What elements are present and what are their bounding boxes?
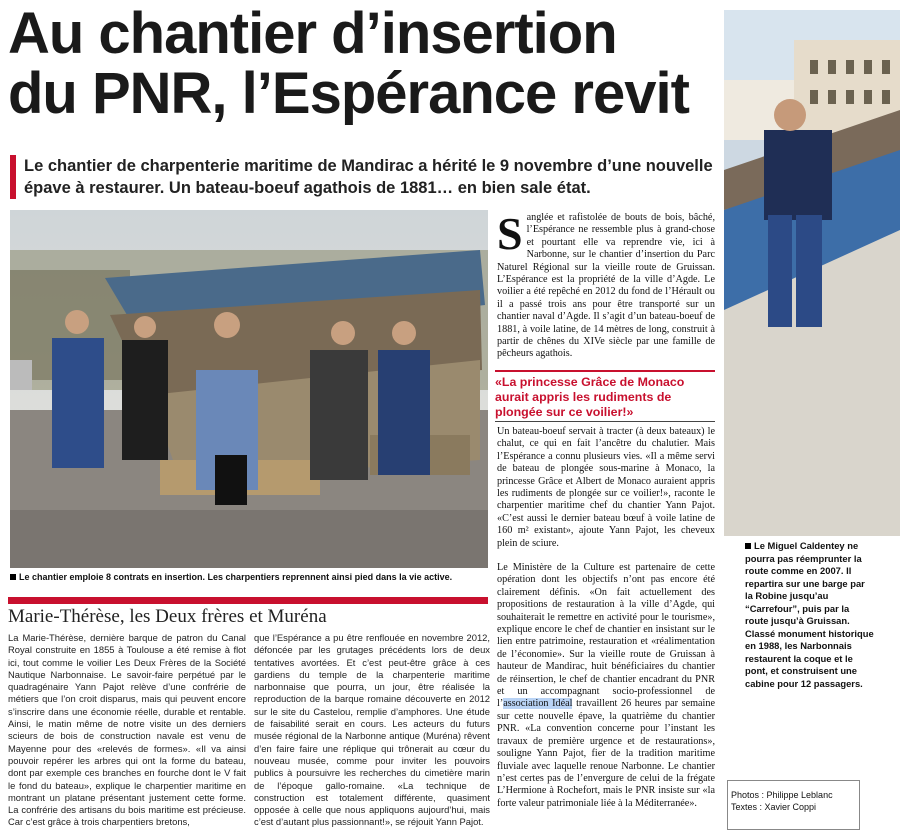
main-photo xyxy=(10,210,488,568)
side-photo xyxy=(724,10,900,536)
deck: Le chantier de charpenterie maritime de Mandirac a hérité le 9 novembre d’une nouvelle épave à restaurer. Un bateau-boeuf agathois de 1881… en bien sale état. xyxy=(10,155,730,199)
pull-quote-rule xyxy=(495,421,715,422)
caption-marker xyxy=(745,543,751,549)
body-paragraph-3: Le Ministère de la Culture est partenaire de cette opération dont les objectifs n’ont pas encore été clairement définis. «On fait actuellement des propositions de restauration à la ville d’Agde, qui souhaiterait le remettre en activité pour le tourisme», explique encore le chef de chantier en insistant sur le lien entre patrimoine, restauration et «réalimentation de l’économie». Sur la vieille route de Gruissan à hauteur de Mandirac, huit bénéficiaires du chantier de réinsertion, le chef de chantier encadrant du PNR et un accompagnant socio-professionnel de l’association Idéal travaillent 26 heures par semaine sur cette nouvelle épave, la quatrième du chantier PNR. «La convention concerne pour l’instant les travaux de première urgence et de restaurations», souligne Yann Pajot, fier de la tradition maritime fluviale avec laquelle renoue Narbonne. Le chantier n’est certes pas de l’envergure de celui de la frégate L’Hermione à Rochefort, mais le PNR insiste sur «la forte valeur patrimoniale liée à la Méditerranée». xyxy=(497,562,715,809)
credit-photos: Photos : Philippe Leblanc xyxy=(731,790,833,800)
pull-quote: «La princesse Grâce de Monaco aurait appris les rudiments de plongée sur ce voilier!» xyxy=(495,370,715,420)
credit-texts: Textes : Xavier Coppi xyxy=(731,802,817,812)
headline-line-2: du PNR, l’Espérance revit xyxy=(8,61,689,126)
side-photo-illustration xyxy=(724,10,900,536)
subhead-title: Marie-Thérèse, les Deux frères et Muréna xyxy=(8,606,327,627)
main-photo-caption: Le chantier emploie 8 contrats en insertion. Les charpentiers reprennent ainsi pied dans la vie active. xyxy=(10,572,490,582)
credits-box xyxy=(727,780,860,830)
highlighted-text[interactable]: association Idéal xyxy=(503,698,573,710)
sub-column-1: La Marie-Thérèse, dernière barque de patron du Canal Royal construite en 1855 à Toulouse a été remise à flot ici, tout comme le voilier Les Deux Frères de la Société Nautique Narbonnaise. Le savoir-faire perpétué par le quadragénaire Yann Pajot relève d’une confrérie de métiers que l’on croit disparus, mais qui peuvent encore s’inscrire dans une économie réelle, durable et rentable. Ainsi, le matin même de notre visite un des derniers scieurs de bois de construction navale est venu de Mayenne pour des «relevés de formes». «Il va ainsi pouvoir repérer les arbres qui ont la forme du bateau, dont par exemple ces branches en fourche dont le V fait le fond du bateau», explique le charpentier maritime en montrant un platane présentant justement cette forme. La confrérie des artisans du bois maritime est précieuse. Car c’est grâce à trois charpentiers bretons, xyxy=(8,632,246,828)
sub-column-2: que l’Espérance a pu être renflouée en novembre 2012, défoncée par les grutages précédents lors de deux tentatives avortées. Et c’est peut-être grâce à ces gardiens du temple de la charpenterie maritime narbonnaise que pourra, un jour, être réalisée la reproduction de la barque romaine découverte en 2012 sur le site du Castelou, remplie d’amphores. Une étude de faisabilité serait en cours. Les acteurs du futurs musée régional de la Narbonne antique (Muréna) rêvent d’en faire faire une réplique qui trônerait au cœur du nouveau musée, comme pour inviter les pouvoirs publics à poursuivre les recherches du cimetière marin de l’époque gallo-romaine. «La technique de construction est totalement différente, quasiment opposée à celle que nous appliquons aujourd’hui, mais c’est d’autant plus passionnant!», se réjouit Yann Pajot. xyxy=(254,632,490,828)
body-paragraph-1: Sanglée et rafistolée de bouts de bois, bâché, l’Espérance ne ressemble plus à grand-chose et pourtant elle va reprendre vie, ici à Narbonne, sur le chantier d’insertion du Parc Naturel Régional sur la vieille route de Gruissan. L’Espérance est la propriété de la ville d’Agde. Le voilier a été repêché en 2012 du fond de l’Hérault ou il a passé trois ans pour être transporté sur un chantier naval d’Agde. Il s’agit d’un bateau-boeuf de 1881, à voile latine, de 14 mètres de long, construit à partir de chênes du XIVe siècle par une famille de pêcheurs agathois. xyxy=(497,208,715,360)
headline xyxy=(8,1,718,126)
main-photo-illustration xyxy=(10,210,488,568)
side-photo-caption: Le Miguel Caldentey ne pourra pas réemprunter la route comme en 2007. Il repartira sur une barge par la Robine jusqu’au “Carrefour”, puis par la route jusqu’à Gruissan. Classé monument historique en 1988, les Narbonnais restaurent la coque et le pont, et construisent une cabine pour 12 passagers. xyxy=(745,540,874,689)
headline-line-1: Au chantier d’insertion xyxy=(8,1,617,66)
body-paragraph-2: Un bateau-boeuf servait à tracter (à deux bateaux) le chalut, ce qui en fait l’ancêtre du chalutier. Mais l’Espérance a connu plusieurs vies. «Il a même servi de bateau de plongée sous-marine à Monaco, la princesse Grâce et Albert de Monaco auraient appris les rudiments de plongée sur ce voilier!», raconte le charpentier maritime chef du chantier Yann Pajot. «C’est aussi le dernier bateau bœuf à voile latine de 160 m² existant», ajoute Yann Pajot, les cheveux plein de sciure. xyxy=(497,426,715,549)
drop-cap: S xyxy=(497,208,523,259)
subhead-bar xyxy=(8,597,488,604)
caption-marker xyxy=(10,574,16,580)
